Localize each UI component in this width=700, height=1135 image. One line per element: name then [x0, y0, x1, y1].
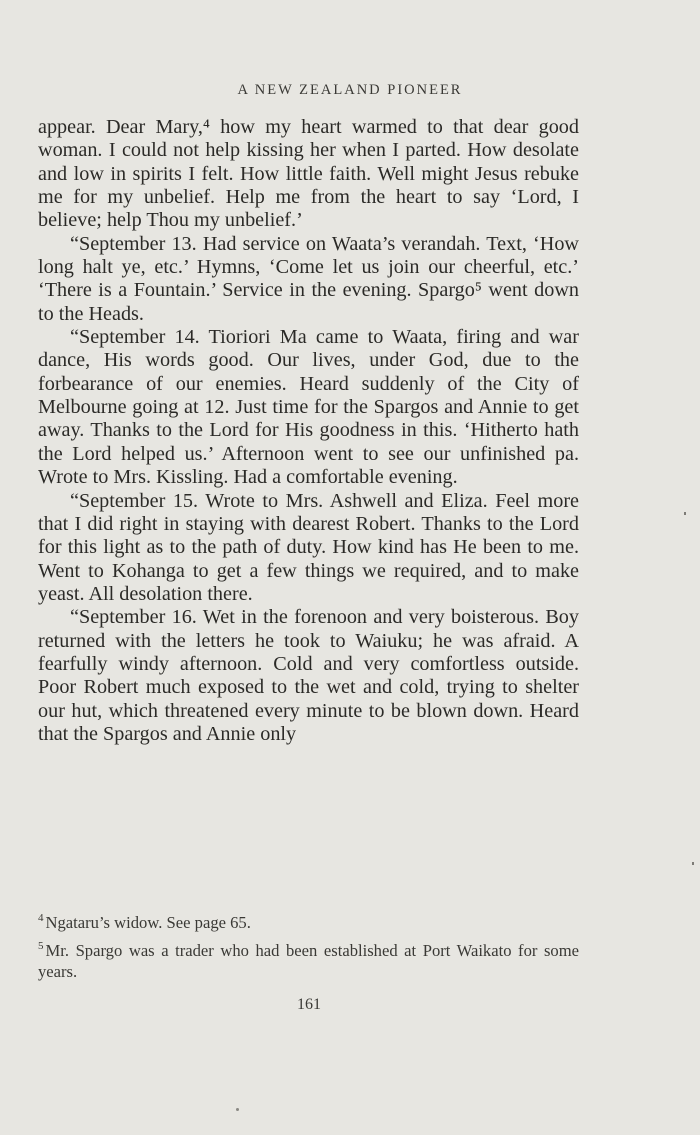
paragraph-1: appear. Dear Mary,⁴ how my heart warmed to that dear good woman. I could not help kissing her when I parted. How desolate and low in spirits I felt. How little faith. Well might Jesus rebuke me for my unbelief. Help me from the heart to say ‘Lord, I believe; help Thou my unbelief.’ [38, 116, 579, 232]
footnote-5-text: Mr. Spargo was a trader who had been established at Port Waikato for some years. [38, 941, 579, 981]
body-text [38, 116, 579, 746]
paper-speck [236, 1108, 239, 1111]
footnote-4-mark: 4 [38, 912, 44, 925]
page-number: 161 [297, 996, 321, 1013]
paragraph-september-13: “September 13. Had service on Waata’s verandah. Text, ‘How long halt ye, etc.’ Hymns, ‘Come let us join our cheerful, etc.’ ‘There is a Fountain.’ Service in the evening. Spargo⁵ went down to the Heads. [38, 232, 579, 325]
paragraph-september-14: “September 14. Tioriori Ma came to Waata, firing and war dance, His words good. Our lives, under God, due to the forbearance of our enemies. Heard suddenly of the City of Melbourne going at 12. Just time for the Spargos and Annie to get away. Thanks to the Lord for His goodness in this. ‘Hitherto hath the Lord helped us.’ Afternoon went to see our unfinished pa. Wrote to Mrs. Kissling. Had a comfortable evening. [38, 326, 579, 489]
footnote-4 [38, 912, 579, 933]
footnote-4-text: Ngataru’s widow. See page 65. [45, 913, 251, 932]
paper-blemish [684, 512, 686, 515]
footnote-5 [38, 940, 579, 982]
paragraph-september-16: “September 16. Wet in the forenoon and very boisterous. Boy returned with the letters he took to Waiuku; he was afraid. A fearfully windy afternoon. Cold and very comfortless outside. Poor Robert much exposed to the wet and cold, trying to shelter our hut, which threatened every minute to be blown down. Heard that the Spargos and Annie only [38, 606, 579, 745]
paper-blemish [692, 862, 694, 865]
running-head: A NEW ZEALAND PIONEER [237, 82, 463, 98]
paragraph-september-15: “September 15. Wrote to Mrs. Ashwell and Eliza. Feel more that I did right in staying with dearest Robert. Thanks to the Lord for this light as to the path of duty. How kind has He been to me. Went to Kohanga to get a few things we required, and to make yeast. All desolation there. [38, 489, 579, 605]
footnotes [38, 912, 579, 989]
footnote-5-mark: 5 [38, 940, 44, 953]
